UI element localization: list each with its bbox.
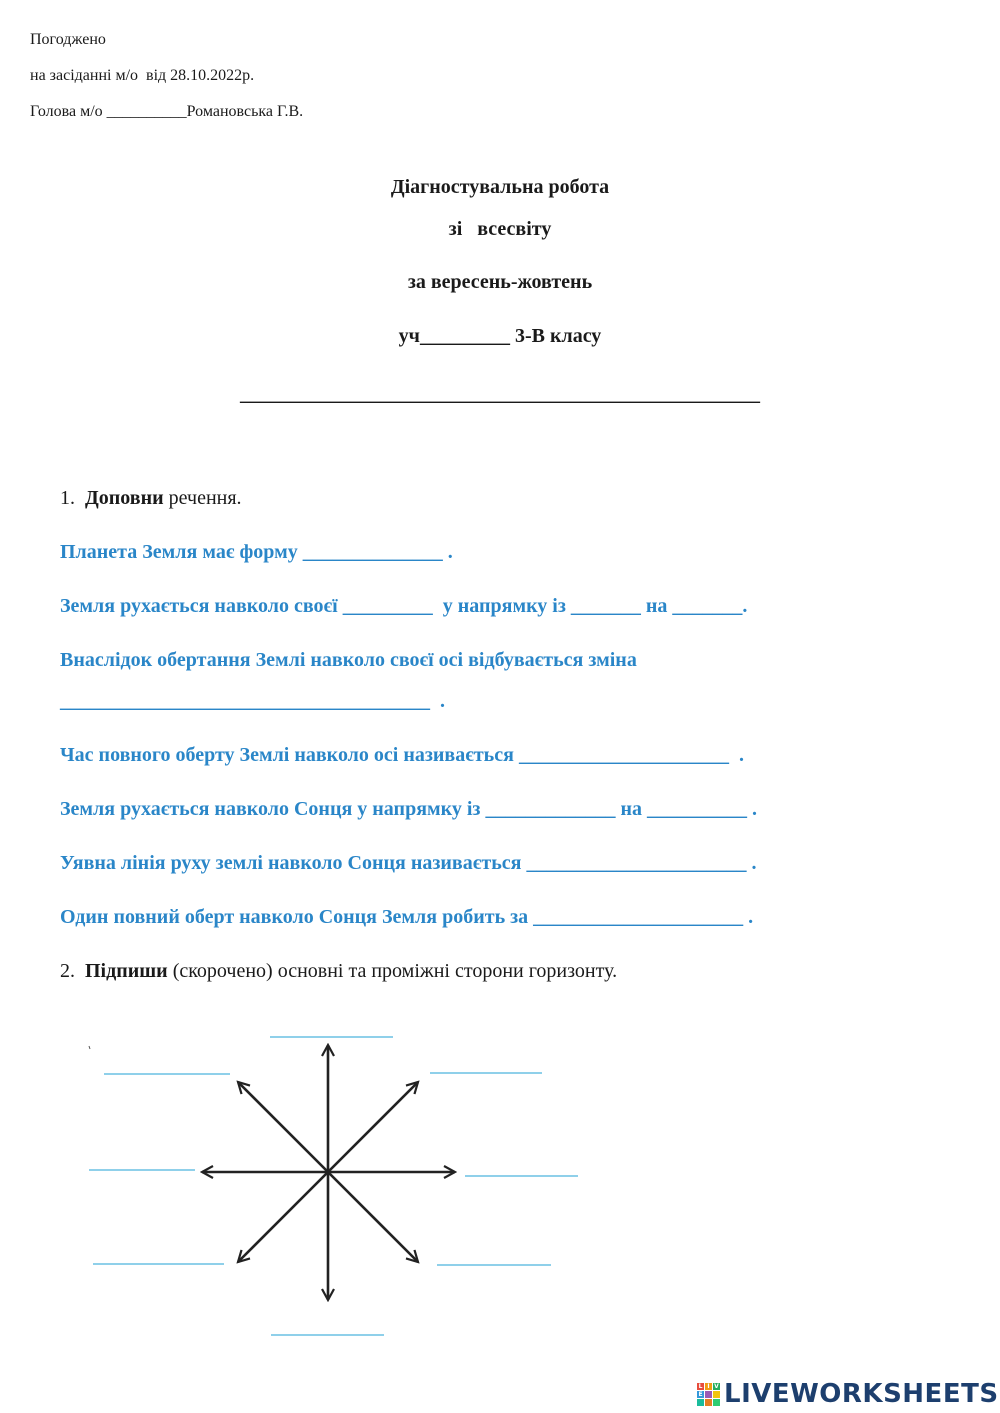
answer-blank-south-east[interactable]: [437, 1264, 551, 1266]
sentence-axis-rotation: Земля рухається навколо своєї _________ у напрямку із _______ на _______.: [60, 595, 748, 617]
task-1-instruction: речення.: [163, 487, 242, 509]
arrow-south-east: [328, 1172, 418, 1262]
stray-mark: [89, 1046, 90, 1049]
sentence-orbit-name: Уявна лінія руху землі навколо Сонця називається ______________________ .: [60, 852, 757, 874]
work-title: Діагностувальна робота: [390, 176, 610, 198]
answer-blank-north-west[interactable]: [104, 1073, 230, 1075]
liveworksheets-watermark: [697, 1378, 999, 1410]
task-2-keyword: Підпиши: [85, 960, 168, 982]
sentence-orbit-period: Один повний оберт навколо Сонця Земля робить за _____________________ .: [60, 906, 754, 928]
sentence-rotation-period: Час повного оберту Землі навколо осі називається _____________________ .: [60, 744, 744, 766]
answer-blank-north-east[interactable]: [430, 1072, 542, 1074]
sentence-shape: Планета Земля має форму ______________ .: [60, 541, 453, 563]
answer-blank-east[interactable]: [465, 1175, 578, 1177]
arrow-north-west: [238, 1082, 328, 1172]
task-2-instruction: (скорочено) основні та проміжні сторони горизонту.: [167, 960, 618, 982]
task-1-keyword: Доповни: [85, 487, 164, 509]
arrow-south-west: [238, 1172, 328, 1262]
sentence-orbit-direction: Земля рухається навколо Сонця у напрямку із _____________ на __________ .: [60, 798, 757, 820]
answer-blank-south[interactable]: [271, 1334, 384, 1336]
period-line: за вересень-жовтень: [407, 271, 593, 293]
liveworksheets-text: LIVEWORKSHEETS: [724, 1379, 999, 1409]
sentence-rotation-effect: Внаслідок обертання Землі навколо своєї осі відбувається зміна: [60, 649, 637, 671]
task-1-number: 1.: [60, 487, 75, 509]
student-class-line: уч_________ 3-В класу: [398, 325, 602, 347]
answer-blank-north[interactable]: [270, 1036, 393, 1038]
meeting-date: на засіданні м/о від 28.10.2022р.: [30, 67, 255, 84]
task-2-number: 2.: [60, 960, 75, 982]
student-name-line: ____________________________________________________: [240, 383, 760, 405]
answer-blank-west[interactable]: [89, 1169, 195, 1171]
liveworksheets-logo-icon: L I V E: [697, 1383, 720, 1406]
sentence-rotation-effect-blank: _____________________________________ .: [60, 690, 445, 712]
subject-line: зі всесвіту: [448, 218, 552, 240]
head-signature: Голова м/о __________Романовська Г.В.: [30, 103, 304, 120]
arrow-north-east: [328, 1082, 418, 1172]
approved-label: Погоджено: [30, 31, 106, 48]
answer-blank-south-west[interactable]: [93, 1263, 224, 1265]
